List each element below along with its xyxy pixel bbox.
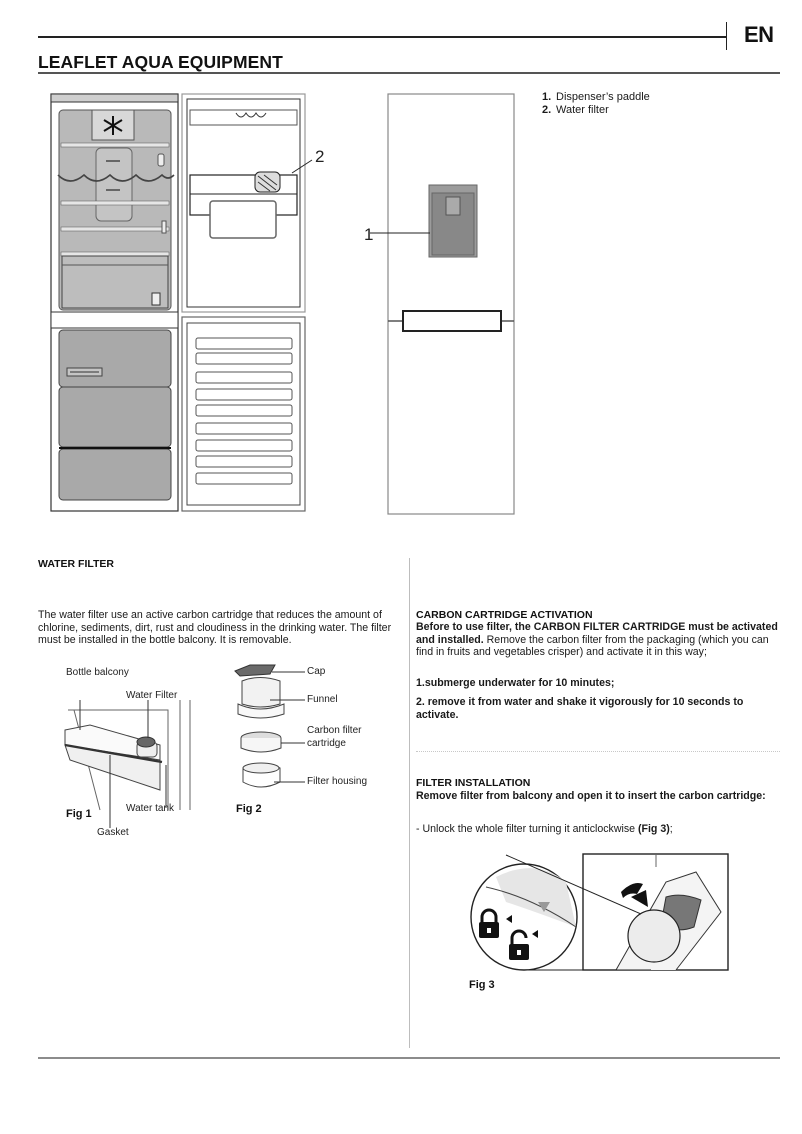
activation-intro: [416, 621, 781, 659]
activation-step-2: 2. remove it from water and shake it vigorously for 10 seconds to activate.: [416, 696, 744, 721]
label-carbon-filter: Carbon filter: [307, 725, 362, 736]
language-divider: [726, 22, 727, 50]
water-filter-description: The water filter use an active carbon cartridge that reduces the amount of chlorine, sediments, dirt, rust and cloudiness in the drinking water. The filter must be installed in the bottle balcony. It is removable.: [38, 609, 392, 647]
activation-heading: CARBON CARTRIDGE ACTIVATION: [416, 609, 593, 621]
parts-legend: [542, 91, 650, 117]
activation-step-1: 1.submerge underwater for 10 minutes;: [416, 677, 615, 689]
label-water-filter: Water Filter: [126, 690, 178, 701]
installation-heading: FILTER INSTALLATION: [416, 777, 531, 789]
legend-item: 2. Water filter: [542, 104, 609, 116]
callout-2: 2: [315, 147, 325, 166]
fridge-front-illustration: [374, 93, 519, 518]
top-rule: [38, 36, 726, 38]
label-gasket: Gasket: [97, 827, 129, 838]
label-cartridge: cartridge: [307, 738, 346, 749]
label-bottle-balcony: Bottle balcony: [66, 667, 129, 678]
installation-subheading: Remove filter from balcony and open it to insert the carbon cartridge:: [416, 790, 766, 802]
label-cap: Cap: [307, 666, 326, 677]
label-funnel: Funnel: [307, 694, 338, 705]
label-filter-housing: Filter housing: [307, 776, 368, 787]
fig3-reference: (Fig 3): [637, 823, 670, 835]
column-divider: [409, 558, 410, 1048]
language-code: EN: [744, 22, 774, 47]
fig1-bottle-balcony-illustration: [60, 700, 220, 810]
fig1-caption: Fig 1: [66, 808, 92, 820]
label-water-tank: Water tank: [126, 803, 174, 814]
fig2-caption: Fig 2: [236, 803, 262, 815]
callout-1: 1: [364, 225, 374, 244]
activation-warning: Before to use filter, the CARBON FILTER CARTRIDGE must be activated and installed.: [416, 621, 778, 646]
legend-item: 1. Dispenser’s paddle: [542, 91, 650, 103]
fig3-unlock-filter-illustration: [466, 852, 732, 972]
section-separator: [416, 751, 780, 752]
page-title: LEAFLET AQUA EQUIPMENT: [38, 52, 283, 72]
water-filter-heading: WATER FILTER: [38, 558, 115, 570]
fridge-open-illustration: [50, 93, 335, 513]
activation-instructions: Remove the carbon filter from the packaging (which you can find in fruits and vegetables crisper) and activate it in this way;: [416, 633, 769, 659]
title-rule: [38, 72, 780, 74]
fig3-caption: Fig 3: [469, 979, 495, 991]
bottom-rule: [38, 1057, 780, 1059]
installation-step-1: - Unlock the whole filter turning it anticlockwise (Fig 3);: [416, 823, 673, 835]
